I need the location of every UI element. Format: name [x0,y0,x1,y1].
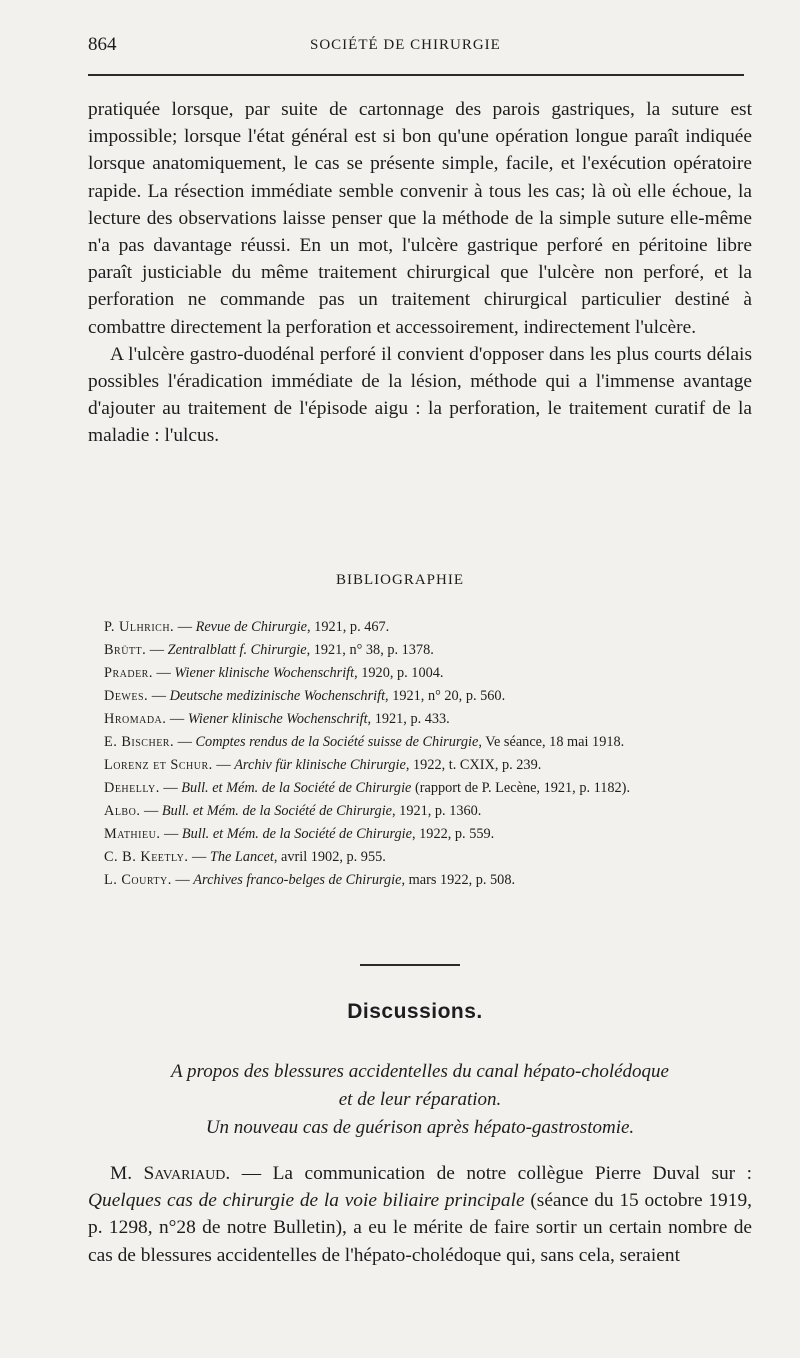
discussion-text-a: — La communication de notre collègue Pierre Duval sur : [230,1163,752,1184]
discussion-text [88,1160,752,1269]
ref-journal: Comptes rendus de la Société suisse de Chirurgie [195,734,479,750]
ref-author: Albo. [104,803,141,819]
ref-author: Dehelly. [104,780,160,796]
ref-journal: Archives franco-belges de Chirurgie [193,872,402,888]
bibliography-entry: Brütt. — Zentralblatt f. Chirurgie, 1921, n° 38, p. 1378. [104,642,434,658]
discussion-text-b: (séance du 15 octobre 1919, p. 1298, n°28 de notre Bulletin), a eu le mérite de faire sortir un certain nombre de cas de blessures accidentelles de l'hépato-cholédoque qui, sans cela, seraient [88,1190,752,1266]
ref-journal: Wiener klinische Wochenschrift [187,711,368,727]
ref-journal: Zentralblatt f. Chirurgie [167,642,307,658]
ref-author: E. Bischer. [104,734,175,750]
ref-journal: Bull. et Mém. de la Société de Chirurgie [181,780,412,796]
section-divider [360,964,460,966]
subtitle-line-2: et de leur réparation. [338,1089,502,1110]
ref-details: , Ve séance, 18 mai 1918. [478,734,625,750]
ref-details: (rapport de P. Lecène, 1921, p. 1182). [411,780,631,796]
ref-details: , 1920, p. 1004. [354,665,444,681]
bibliography-entry: E. Bischer. — Comptes rendus de la Société suisse de Chirurgie, Ve séance, 18 mai 1918. [104,734,625,750]
ref-details: , 1921, n° 38, p. 1378. [306,642,434,658]
paragraph-2: A l'ulcère gastro-duodénal perforé il convient d'opposer dans les plus courts délais possibles l'éradication immédiate de la lésion, méthode qui a l'immense avantage d'ajouter au traitement de l'épisode aigu : la perforation, le traitement curatif de la maladie : l'ulcus. [88,343,752,447]
bibliography-title: BIBLIOGRAPHIE [336,572,464,588]
ref-details: , 1921, p. 433. [367,711,450,727]
ref-details: , 1921, p. 467. [307,619,390,635]
ref-details: , 1922, t. CXIX, p. 239. [405,757,542,773]
ref-author: C. B. Keetly. [104,849,189,865]
ref-journal: Bull. et Mém. de la Société de Chirurgie [161,803,393,819]
ref-author: L. Courty. [104,872,172,888]
bibliography-entry: Albo. — Bull. et Mém. de la Société de Chirurgie, 1921, p. 1360. [104,803,482,819]
discussion-paragraph [88,1160,752,1269]
ref-author: P. Ulhrich. [104,619,175,635]
page-number: 864 [88,34,117,55]
ref-author: Hromada. [104,711,167,727]
ref-details: , 1921, n° 20, p. 560. [385,688,506,704]
bibliography-entry: Prader. — Wiener klinische Wochenschrift, 1920, p. 1004. [104,665,444,681]
ref-details: , avril 1902, p. 955. [273,849,386,865]
bibliography-entry: L. Courty. — Archives franco-belges de Chirurgie, mars 1922, p. 508. [104,872,516,888]
ref-journal: The Lancet [209,849,274,865]
header-rule [88,74,744,76]
ref-author: Prader. [104,665,153,681]
ref-journal: Archiv für klinische Chirurgie [234,757,406,773]
bibliography-entry: C. B. Keetly. — The Lancet, avril 1902, p. 955. [104,849,386,865]
speaker-name: M. Savariaud. [110,1163,231,1184]
discussion-subtitle [84,1058,756,1142]
ref-journal: Revue de Chirurgie [195,619,308,635]
bibliography-entry: Hromada. — Wiener klinische Wochenschrift, 1921, p. 433. [104,711,450,727]
ref-details: , mars 1922, p. 508. [401,872,516,888]
bibliography-list [84,616,754,892]
bibliography-entry: Dehelly. — Bull. et Mém. de la Société de Chirurgie (rapport de P. Lecène, 1921, p. 1182). [104,780,631,796]
bibliography-entry: Lorenz et Schur. — Archiv für klinische Chirurgie, 1922, t. CXIX, p. 239. [104,757,542,773]
cited-title: Quelques cas de chirurgie de la voie biliaire principale [88,1190,525,1212]
ref-author: Dewes. [104,688,149,704]
bibliography-entry: Mathieu. — Bull. et Mém. de la Société de Chirurgie, 1922, p. 559. [104,826,495,842]
ref-details: , 1922, p. 559. [412,826,495,842]
ref-author: Mathieu. [104,826,161,842]
page-header [88,34,748,64]
section-title: Discussions. [347,1000,483,1023]
body-text [88,96,752,450]
running-head: SOCIÉTÉ DE CHIRURGIE [310,37,501,53]
ref-journal: Deutsche medizinische Wochenschrift [169,688,386,704]
ref-details: , 1921, p. 1360. [392,803,482,819]
bibliography-entry: P. Ulhrich. — Revue de Chirurgie, 1921, p. 467. [104,619,390,635]
ref-author: Brütt. [104,642,147,658]
ref-journal: Bull. et Mém. de la Société de Chirurgie [181,826,412,842]
bibliography-entry: Dewes. — Deutsche medizinische Wochenschrift, 1921, n° 20, p. 560. [104,688,506,704]
subtitle-line-1: A propos des blessures accidentelles du canal hépato-cholédoque [171,1061,669,1082]
ref-journal: Wiener klinische Wochenschrift [174,665,355,681]
subtitle-line-3: Un nouveau cas de guérison après hépato-gastrostomie. [205,1117,635,1138]
ref-author: Lorenz et Schur. [104,757,213,773]
paragraph-1: pratiquée lorsque, par suite de cartonnage des parois gastriques, la suture est impossible; lorsque l'état général est si bon qu'une opération longue paraît indiquée lorsque anatomiquement, le cas se présente simple, facile, et l'exécution opératoire rapide. La résection immédiate semble convenir à tous les cas; là où elle échoue, la lecture des observations laisse penser que la méthode de la simple suture elle-même n'a pas davantage réussi. En un mot, l'ulcère gastrique perforé en péritoine libre paraît justiciable du même traitement chirurgical que l'ulcère non perforé, et la perforation ne commande pas un traitement chirurgical particulier destiné à combattre directement la perforation et accessoirement, indirectement l'ulcère. [88,99,752,338]
